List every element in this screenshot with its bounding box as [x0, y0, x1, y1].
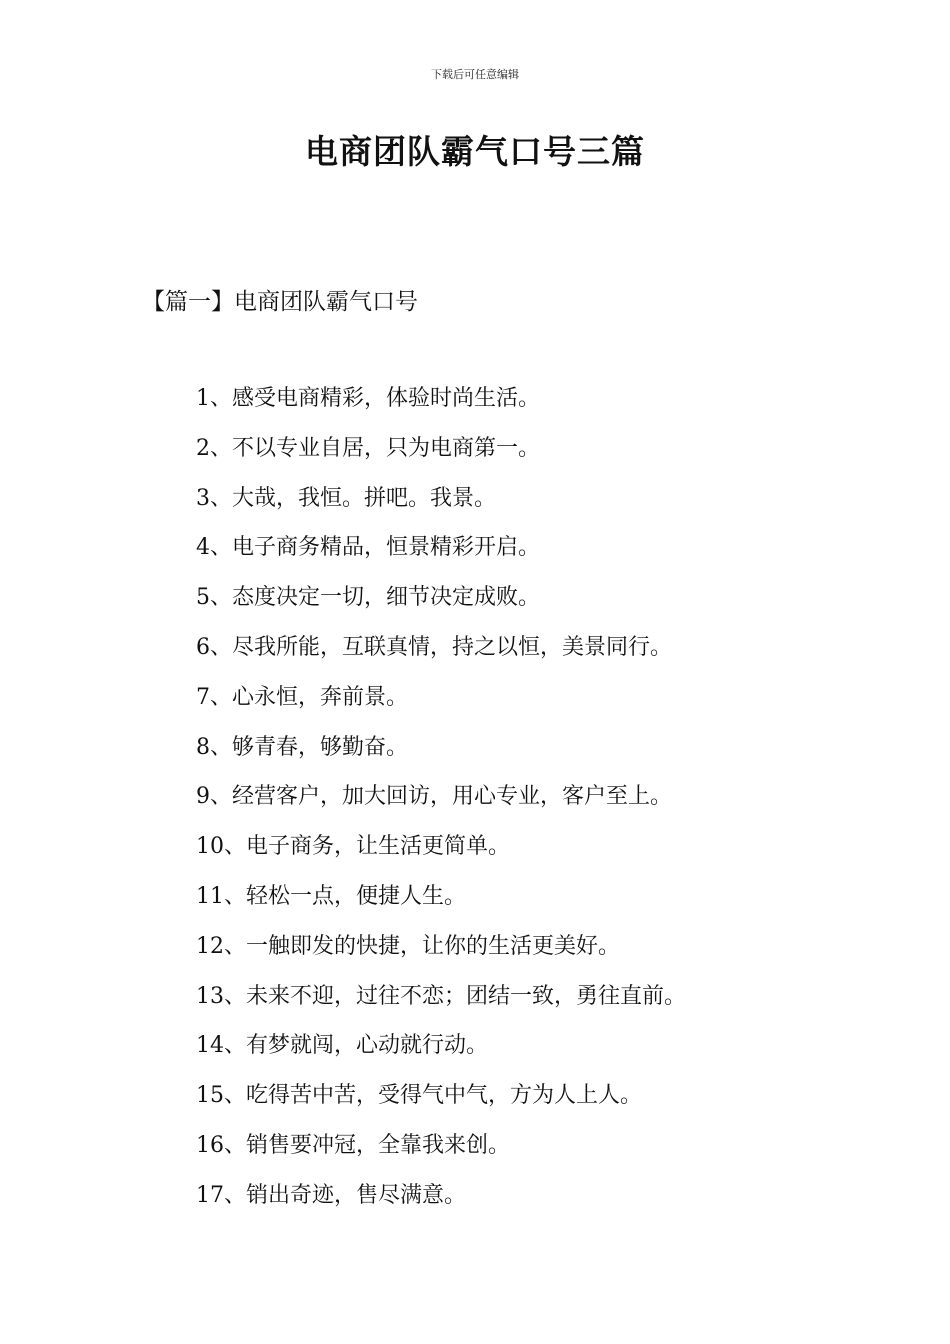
list-item: 1、感受电商精彩，体验时尚生活。 — [196, 386, 540, 411]
list-item: 15、吃得苦中苦，受得气中气，方为人上人。 — [196, 1083, 642, 1109]
list-item: 12、一触即发的快捷，让你的生活更美好。 — [196, 933, 620, 959]
document-title: 电商团队霸气口号三篇 — [305, 132, 645, 171]
slogan-list — [196, 379, 686, 1226]
list-item: 9、经营客户，加大回访，用心专业，客户至上。 — [196, 784, 672, 810]
list-item: 16、销售要冲冠，全靠我来创。 — [196, 1132, 510, 1158]
list-item: 8、够青春，够勤奋。 — [196, 734, 408, 760]
header-note: 下载后可任意编辑 — [431, 68, 519, 81]
list-item: 14、有梦就闯，心动就行动。 — [196, 1033, 488, 1059]
list-item: 7、心永恒，奔前景。 — [196, 684, 408, 710]
list-item: 6、尽我所能，互联真情，持之以恒，美景同行。 — [196, 634, 672, 660]
list-item: 2、不以专业自居，只为电商第一。 — [196, 435, 540, 461]
section-heading: 【篇一】电商团队霸气口号 — [142, 289, 418, 315]
list-item: 17、销出奇迹，售尽满意。 — [196, 1182, 466, 1208]
list-item: 5、态度决定一切，细节决定成败。 — [196, 585, 540, 611]
list-item: 4、电子商务精品，恒景精彩开启。 — [196, 535, 540, 561]
list-item: 13、未来不迎，过往不恋；团结一致，勇往直前。 — [196, 983, 686, 1009]
list-item: 11、轻松一点，便捷人生。 — [196, 883, 466, 909]
list-item: 10、电子商务，让生活更简单。 — [196, 834, 510, 860]
list-item: 3、大哉，我恒。拼吧。我景。 — [196, 485, 496, 511]
